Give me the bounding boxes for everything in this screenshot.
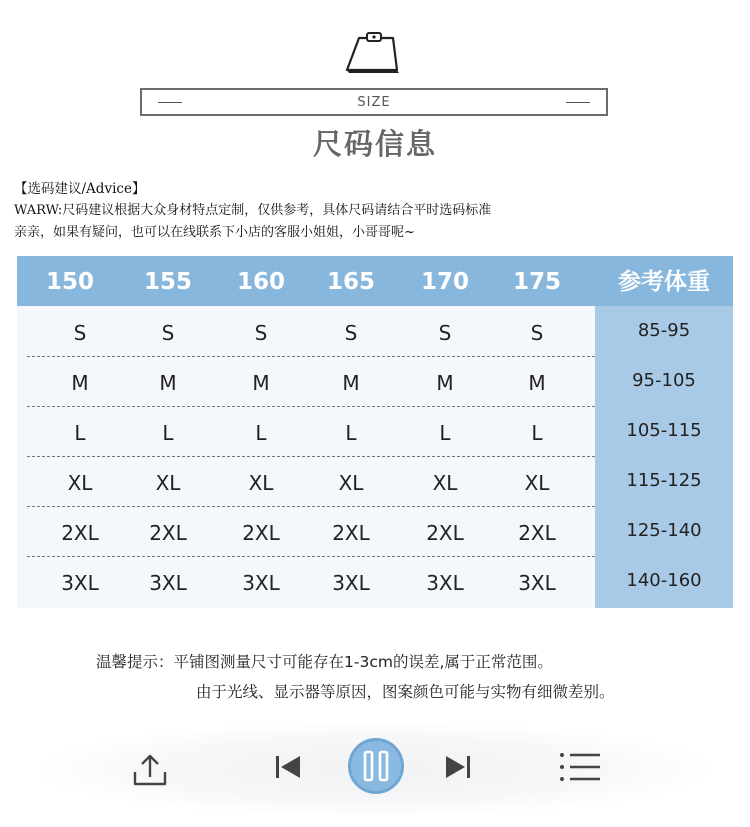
size-cell-l: L (345, 421, 357, 445)
playlist-icon[interactable] (558, 750, 602, 784)
skip-previous-icon[interactable] (272, 752, 304, 782)
size-cell-3xl: 3XL (242, 571, 280, 595)
size-cell-s: S (254, 321, 268, 345)
size-title-box (140, 88, 608, 116)
size-cell-m: M (436, 371, 454, 395)
size-cell-m: M (159, 371, 177, 395)
weight-cell-xl: 115-125 (626, 470, 702, 491)
advice-line-1: WARW:尺码建议根据大众身材特点定制，仅供参考，具体尺码请结合平时选码标准 (14, 203, 492, 218)
size-label: SIZE (357, 95, 391, 110)
weight-cell-s: 85-95 (637, 320, 691, 341)
size-cell-3xl: 3XL (61, 571, 99, 595)
advice-block (14, 178, 491, 244)
pause-button[interactable] (348, 738, 404, 794)
table-row (17, 456, 733, 506)
advice-heading: 【选码建议/Advice】 (14, 181, 146, 197)
size-cell-3xl: 3XL (332, 571, 370, 595)
size-cell-xl: XL (432, 471, 458, 495)
skip-next-icon[interactable] (442, 752, 474, 782)
size-cell-l: L (531, 421, 543, 445)
size-cell-xl: XL (155, 471, 181, 495)
size-cell-s: S (438, 321, 452, 345)
share-icon[interactable] (130, 752, 170, 788)
size-cell-m: M (71, 371, 89, 395)
table-row (17, 506, 733, 556)
tip-line-2: 由于光线、显示器等原因，图案颜色可能与实物有细微差别。 (196, 683, 615, 701)
header-weight: 参考体重 (618, 269, 710, 295)
size-cell-2xl: 2XL (149, 521, 187, 545)
size-cell-xl: XL (67, 471, 93, 495)
size-cell-2xl: 2XL (61, 521, 99, 545)
size-cell-2xl: 2XL (518, 521, 556, 545)
tip-line-1: 温馨提示：平铺图测量尺寸可能存在1-3cm的误差,属于正常范围。 (96, 653, 553, 671)
size-cell-l: L (255, 421, 267, 445)
weight-cell-m: 95-105 (632, 370, 696, 391)
table-header (17, 256, 733, 306)
size-cell-3xl: 3XL (149, 571, 187, 595)
size-cell-2xl: 2XL (242, 521, 280, 545)
pause-icon (351, 741, 401, 791)
size-cell-2xl: 2XL (332, 521, 370, 545)
header-height-160: 160 (236, 269, 285, 295)
size-cell-xl: XL (248, 471, 274, 495)
header-height-170: 170 (420, 269, 469, 295)
size-cell-2xl: 2XL (426, 521, 464, 545)
size-cell-s: S (344, 321, 358, 345)
header-height-165: 165 (326, 269, 375, 295)
right-dash (566, 102, 590, 103)
tips-block (96, 650, 615, 701)
size-cell-l: L (162, 421, 174, 445)
size-cell-l: L (439, 421, 451, 445)
header-height-155: 155 (143, 269, 192, 295)
weight-cell-2xl: 125-140 (626, 520, 702, 541)
size-cell-l: L (74, 421, 86, 445)
header-height-150: 150 (45, 269, 94, 295)
header-height-175: 175 (512, 269, 561, 295)
size-table (17, 256, 733, 608)
size-cell-3xl: 3XL (426, 571, 464, 595)
table-row (17, 356, 733, 406)
size-cell-m: M (342, 371, 360, 395)
size-cell-s: S (73, 321, 87, 345)
clipboard-icon (343, 28, 403, 78)
weight-cell-3xl: 140-160 (626, 570, 702, 591)
size-cell-m: M (252, 371, 270, 395)
weight-cell-l: 105-115 (626, 420, 702, 441)
table-row (17, 306, 733, 356)
table-row (17, 406, 733, 456)
size-cell-m: M (528, 371, 546, 395)
page-title: 尺码信息 (312, 127, 437, 161)
size-cell-s: S (530, 321, 544, 345)
size-cell-xl: XL (338, 471, 364, 495)
size-cell-xl: XL (524, 471, 550, 495)
table-row (17, 556, 733, 606)
size-cell-3xl: 3XL (518, 571, 556, 595)
advice-line-2: 亲亲，如果有疑问，也可以在线联系下小店的客服小姐姐，小哥哥呢~ (14, 225, 415, 240)
size-cell-s: S (161, 321, 175, 345)
